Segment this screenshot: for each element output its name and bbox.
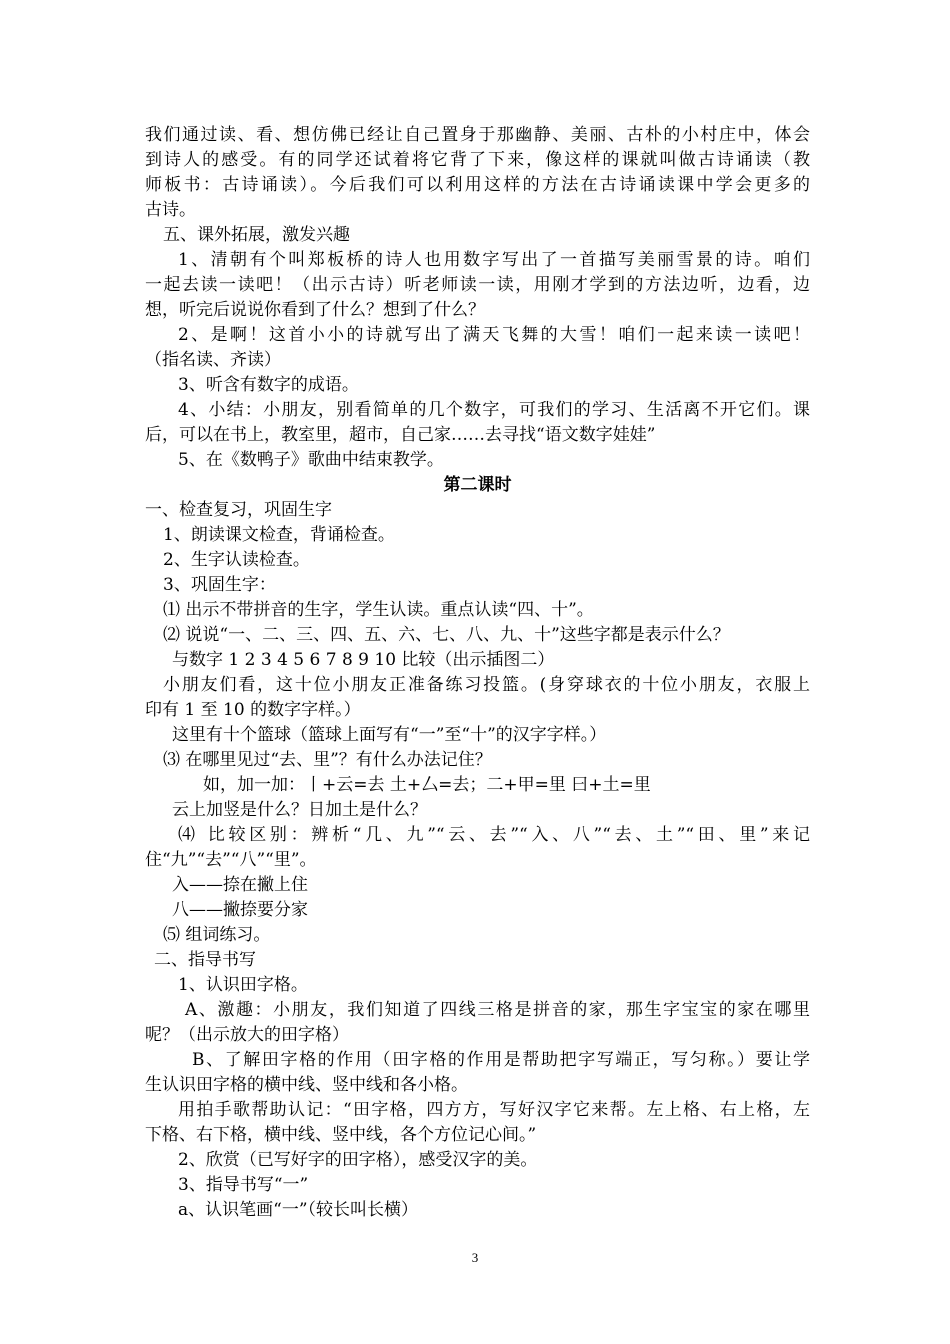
text-line: 一、检查复习，巩固生字 bbox=[145, 500, 332, 520]
text-line: ⑸ 组词练习。 bbox=[163, 925, 271, 945]
text-line: 后，可以在书上，教室里，超市，自己家……去寻找“语文数字娃娃” bbox=[145, 425, 656, 445]
document-body bbox=[145, 123, 810, 1223]
text-line: 3、指导书写“一” bbox=[178, 1175, 309, 1195]
text-line: A、激趣：小朋友，我们知道了四线三格是拼音的家，那生字宝宝的家在哪里 bbox=[185, 1000, 810, 1020]
text-line: 我们通过读、看、想仿佛已经让自己置身于那幽静、美丽、古朴的小村庄中，体会 bbox=[145, 125, 810, 145]
text-line: 云上加竖是什么？日加土是什么？ bbox=[172, 800, 427, 820]
text-line: 4、小结：小朋友，别看简单的几个数字，可我们的学习、生活离不开它们。课 bbox=[178, 400, 810, 420]
text-line: 生认识田字格的横中线、竖中线和各小格。 bbox=[145, 1075, 468, 1095]
text-line: 这里有十个篮球（篮球上面写有“一”至“十”的汉字字样。） bbox=[172, 725, 607, 745]
text-line: 下格、右下格，横中线、竖中线，各个方位记心间。” bbox=[145, 1125, 537, 1145]
text-line: 住“九”“去”“八”“里”。 bbox=[145, 850, 317, 870]
text-line: 2、是啊！这首小小的诗就写出了满天飞舞的大雪！咱们一起来读一读吧！ bbox=[178, 325, 810, 345]
text-line: 1、清朝有个叫郑板桥的诗人也用数字写出了一首描写美丽雪景的诗。咱们 bbox=[178, 250, 810, 270]
text-line: 小朋友们看，这十位小朋友正准备练习投篮。(身穿球衣的十位小朋友，衣服上 bbox=[163, 675, 810, 695]
text-line: 2、欣赏（已写好字的田字格），感受汉字的美。 bbox=[178, 1150, 538, 1170]
text-line: a、认识笔画“一”（较长叫长横） bbox=[178, 1200, 419, 1220]
text-line: ⑶ 在哪里见过“去、里”？有什么办法记住？ bbox=[163, 750, 492, 770]
text-line: 到诗人的感受。有的同学还试着将它背了下来，像这样的课就叫做古诗诵读（教 bbox=[145, 150, 810, 170]
text-line: 师板书：古诗诵读）。今后我们可以利用这样的方法在古诗诵读课中学会更多的 bbox=[145, 175, 810, 195]
text-line: 3、巩固生字： bbox=[163, 575, 276, 595]
text-line: 印有 1 至 10 的数字字样。） bbox=[145, 700, 361, 720]
text-line: 1、认识田字格。 bbox=[178, 975, 308, 995]
text-line: 如，加一加：丨+云=去 土+厶=去；二+甲=里 曰+土=里 bbox=[203, 775, 651, 795]
text-line: ⑷ 比较区别：辨析“几、九”“云、去”“入、八”“去、土”“田、里”来记 bbox=[178, 825, 810, 845]
text-line: 用拍手歌帮助认记：“田字格，四方方，写好汉字它来帮。左上格、右上格，左 bbox=[178, 1100, 810, 1120]
text-line: 八——撇捺要分家 bbox=[172, 900, 308, 920]
text-line: 3、听含有数字的成语。 bbox=[178, 375, 359, 395]
text-line: 呢？（出示放大的田字格） bbox=[145, 1025, 349, 1045]
text-line: 5、在《数鸭子》歌曲中结束教学。 bbox=[178, 450, 444, 470]
text-line: ⑵ 说说“一、二、三、四、五、六、七、八、九、十”这些字都是表示什么？ bbox=[163, 625, 730, 645]
text-line: B、了解田字格的作用（田字格的作用是帮助把字写端正，写匀称。）要让学 bbox=[192, 1050, 810, 1070]
text-line: 五、课外拓展，激发兴趣 bbox=[163, 225, 350, 245]
text-line: 一起去读一读吧！（出示古诗）听老师读一读，用刚才学到的方法边听，边看，边 bbox=[145, 275, 810, 295]
text-line: 与数字 1 2 3 4 5 6 7 8 9 10 比较（出示插图二） bbox=[172, 650, 555, 670]
text-line: 二、指导书写 bbox=[154, 950, 256, 970]
text-line: 想，听完后说说你看到了什么？想到了什么？ bbox=[145, 300, 485, 320]
page-number: 3 bbox=[471, 1250, 479, 1265]
text-line: 古诗。 bbox=[145, 200, 196, 220]
text-line: 1、朗读课文检查，背诵检查。 bbox=[163, 525, 395, 545]
text-line: （指名读、齐读） bbox=[145, 350, 281, 370]
text-line: ⑴ 出示不带拼音的生字，学生认读。重点认读“四、十”。 bbox=[163, 600, 594, 620]
text-line: 入——捺在撇上住 bbox=[172, 875, 308, 895]
text-line: 2、生字认读检查。 bbox=[163, 550, 310, 570]
section-heading: 第二课时 bbox=[443, 475, 512, 495]
